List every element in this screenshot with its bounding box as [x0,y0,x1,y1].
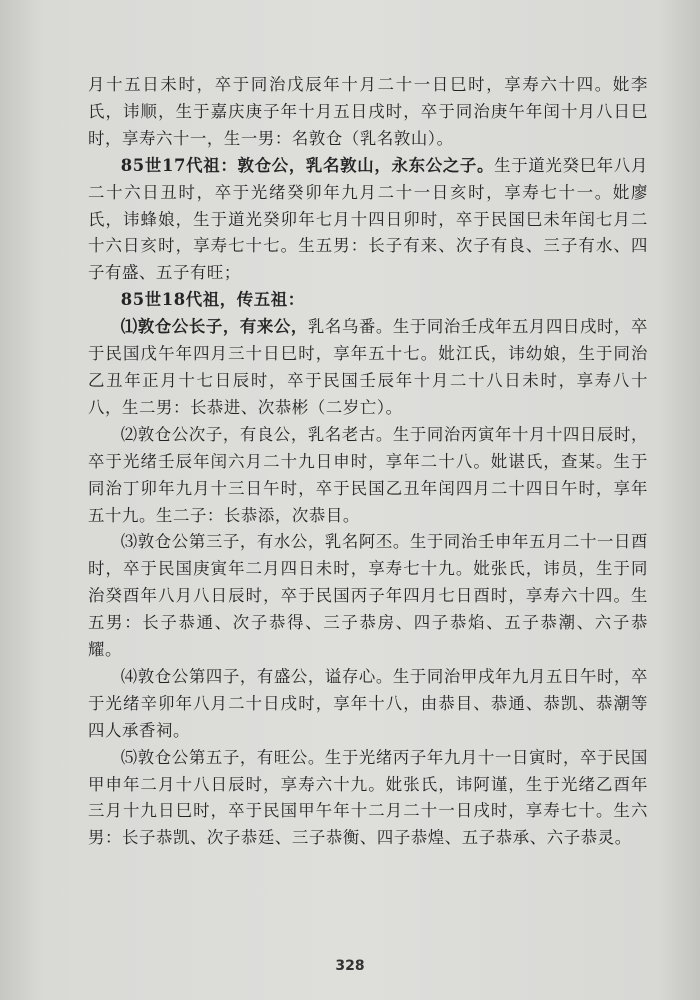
paragraph-4-text: 乳名乌番。生于同治壬戌年五月四日戌时，卒于民国戊午年四月三十日巳时，享年五十七。妣江氏，讳幼娘，生于同治乙丑年正月十七日辰时，卒于民国壬辰年十月二十八日未时，享寿八十八，生二男：长恭进、次恭彬（二岁亡）。 [88,317,648,417]
paragraph-8 [88,745,648,853]
paragraph-4 [88,314,648,422]
page-number: 328 [335,958,365,974]
paragraph-2-text: 生于道光癸巳年八月二十六日丑时，卒于光绪癸卯年九月二十一日亥时，享寿七十一。妣廖氏，讳蜂娘，生于道光癸卯年七月十四日卯时，卒于民国巳未年闰七月二十六日亥时，享寿七十七。生五男：长子有来、次子有良、三子有水、四子有盛、五子有旺； [88,155,648,283]
paragraph-7-text: ⑷敦仓公第四子，有盛公，谥存心。生于同治甲戌年九月五日午时，卒于光绪辛卯年八月二十日戌时，享年十八，由恭目、恭通、恭凯、恭潮等四人承香祠。 [88,666,648,740]
paragraph-2 [88,153,648,288]
paragraph-1-text: 月十五日未时，卒于同治戊辰年十月二十一日巳时，享寿六十四。妣李氏，讳顺，生于嘉庆庚子年十月五日戌时，卒于同治庚午年闰十月八日巳时，享寿六十一，生一男：名敦仓（乳名敦山）。 [88,75,648,148]
paragraph-7 [88,664,648,745]
paragraph-2-head: 85世17代祖：敦仓公，乳名敦山，永东公之子。 [120,155,495,175]
paragraph-6 [88,529,648,664]
paragraph-1 [88,72,648,153]
genealogy-text [88,72,648,852]
paragraph-6-text: ⑶敦仓公第三子，有水公，乳名阿丕。生于同治壬申年五月二十一日酉时，卒于民国庚寅年二月四日未时，享寿七十九。妣张氏，讳员，生于同治癸酉年八月八日辰时，卒于民国丙子年四月七日酉时，享寿六十四。生五男：长子恭通、次子恭得、三子恭房、四子恭焰、五子恭潮、六子恭耀。 [88,532,648,660]
paragraph-3 [88,287,648,314]
paragraph-5-text: ⑵敦仓公次子，有良公，乳名老古。生于同治丙寅年十月十四日辰时，卒于光绪壬辰年闰六月二十九日申时，享年二十八。妣谌氏，查某。生于同治丁卯年九月十三日午时，卒于民国乙丑年闰四月二十四日午时，享年五十九。生二子：长恭添，次恭目。 [88,424,648,525]
paragraph-8-text: ⑸敦仓公第五子，有旺公。生于光绪丙子年九月十一日寅时，卒于民国甲申年二月十八日辰时，享寿六十九。妣张氏，讳阿谨，生于光绪乙酉年三月十九日巳时，卒于民国甲午年十二月二十一日戌时，享寿七十。生六男：长子恭凯、次子恭廷、三子恭衡、四子恭煌、五子恭承、六子恭灵。 [88,747,648,848]
paragraph-5 [88,422,648,530]
paragraph-4-head: ⑴敦仓公长子，有来公， [120,317,308,337]
paragraph-3-head: 85世18代祖，传五祖： [120,290,305,310]
